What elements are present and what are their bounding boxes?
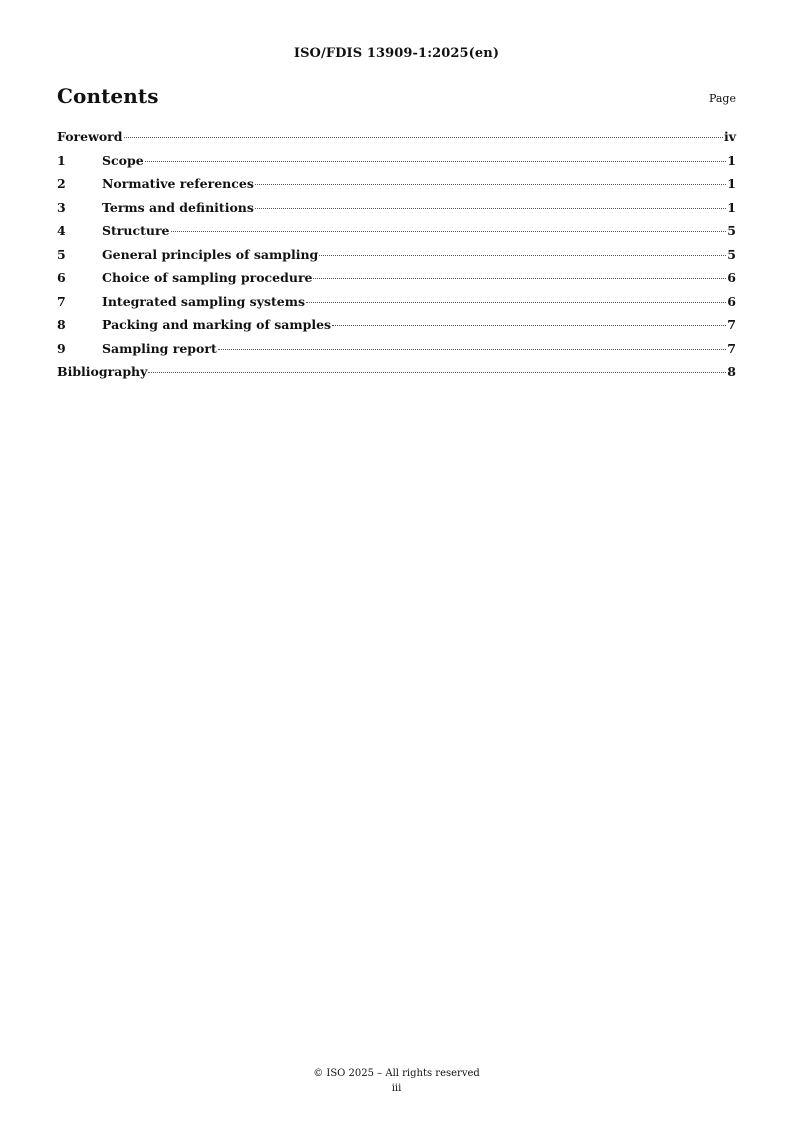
toc-entry-title[interactable]: General principles of sampling (102, 246, 319, 262)
toc-leader-dots (218, 349, 727, 350)
toc-entry-title[interactable]: Scope (102, 152, 144, 168)
toc-leader-dots (124, 137, 723, 138)
toc-leader-dots (332, 325, 726, 326)
toc-entry-scope[interactable] (57, 153, 736, 177)
toc-entry-title[interactable]: Structure (102, 223, 170, 238)
toc-entry-page[interactable]: 1 (727, 176, 736, 191)
toc-entry-terms-and-definitions[interactable] (57, 200, 736, 224)
toc-entry-page[interactable]: 6 (727, 293, 736, 309)
toc-entry-foreword[interactable] (57, 129, 736, 153)
toc-entry-number: 2 (57, 176, 66, 191)
toc-entry-page[interactable]: 1 (727, 152, 736, 168)
toc-leader-dots (145, 161, 727, 162)
toc-entry-sampling-report[interactable] (57, 341, 736, 365)
toc-entry-title[interactable]: Normative references (102, 176, 254, 191)
table-of-contents (57, 129, 736, 388)
toc-entry-structure[interactable] (57, 223, 736, 247)
toc-entry-number: 1 (57, 152, 66, 168)
toc-leader-dots (306, 302, 726, 303)
toc-leader-dots (319, 255, 726, 256)
toc-entry-number: 9 (57, 340, 66, 356)
toc-entry-title[interactable]: Integrated sampling systems (102, 293, 306, 309)
toc-entry-page[interactable]: 7 (727, 317, 736, 332)
toc-entry-title[interactable]: Foreword (57, 129, 123, 144)
toc-entry-number: 6 (57, 270, 66, 285)
toc-entry-page[interactable]: 5 (727, 223, 736, 238)
toc-entry-normative-references[interactable] (57, 176, 736, 200)
toc-entry-page[interactable]: iv (723, 129, 736, 144)
toc-entry-number: 3 (57, 199, 66, 215)
toc-entry-number: 5 (57, 246, 66, 262)
contents-title: Contents (57, 84, 159, 108)
page-footer (0, 1066, 793, 1096)
toc-entry-title[interactable]: Choice of sampling procedure (102, 270, 313, 285)
toc-entry-number: 4 (57, 223, 66, 238)
toc-entry-title[interactable]: Sampling report (102, 340, 217, 356)
toc-entry-number: 8 (57, 317, 66, 332)
page-column-label: Page (708, 92, 736, 105)
toc-entry-integrated-systems[interactable] (57, 294, 736, 318)
copyright-notice: © ISO 2025 – All rights reserved (313, 1068, 480, 1079)
toc-leader-dots (255, 208, 726, 209)
toc-entry-general-principles[interactable] (57, 247, 736, 271)
toc-entry-page[interactable]: 1 (727, 199, 736, 215)
toc-entry-page[interactable]: 7 (727, 340, 736, 356)
contents-title-row (57, 84, 736, 112)
toc-leader-dots (255, 184, 726, 185)
toc-entry-title[interactable]: Terms and definitions (102, 199, 254, 215)
document-id: ISO/FDIS 13909-1:2025(en) (293, 46, 500, 61)
toc-entry-page[interactable]: 6 (727, 270, 736, 285)
toc-entry-title[interactable]: Packing and marking of samples (102, 317, 332, 332)
toc-entry-page[interactable]: 5 (727, 246, 736, 262)
toc-entry-choice-of-procedure[interactable] (57, 270, 736, 294)
toc-leader-dots (148, 372, 726, 373)
toc-leader-dots (313, 278, 726, 279)
toc-entry-title[interactable]: Bibliography (57, 364, 148, 379)
toc-entry-bibliography[interactable] (57, 364, 736, 388)
toc-entry-number: 7 (57, 293, 66, 309)
toc-leader-dots (171, 231, 727, 232)
toc-entry-packing-and-marking[interactable] (57, 317, 736, 341)
toc-entry-page[interactable]: 8 (727, 364, 736, 379)
page-number: iii (391, 1083, 402, 1094)
